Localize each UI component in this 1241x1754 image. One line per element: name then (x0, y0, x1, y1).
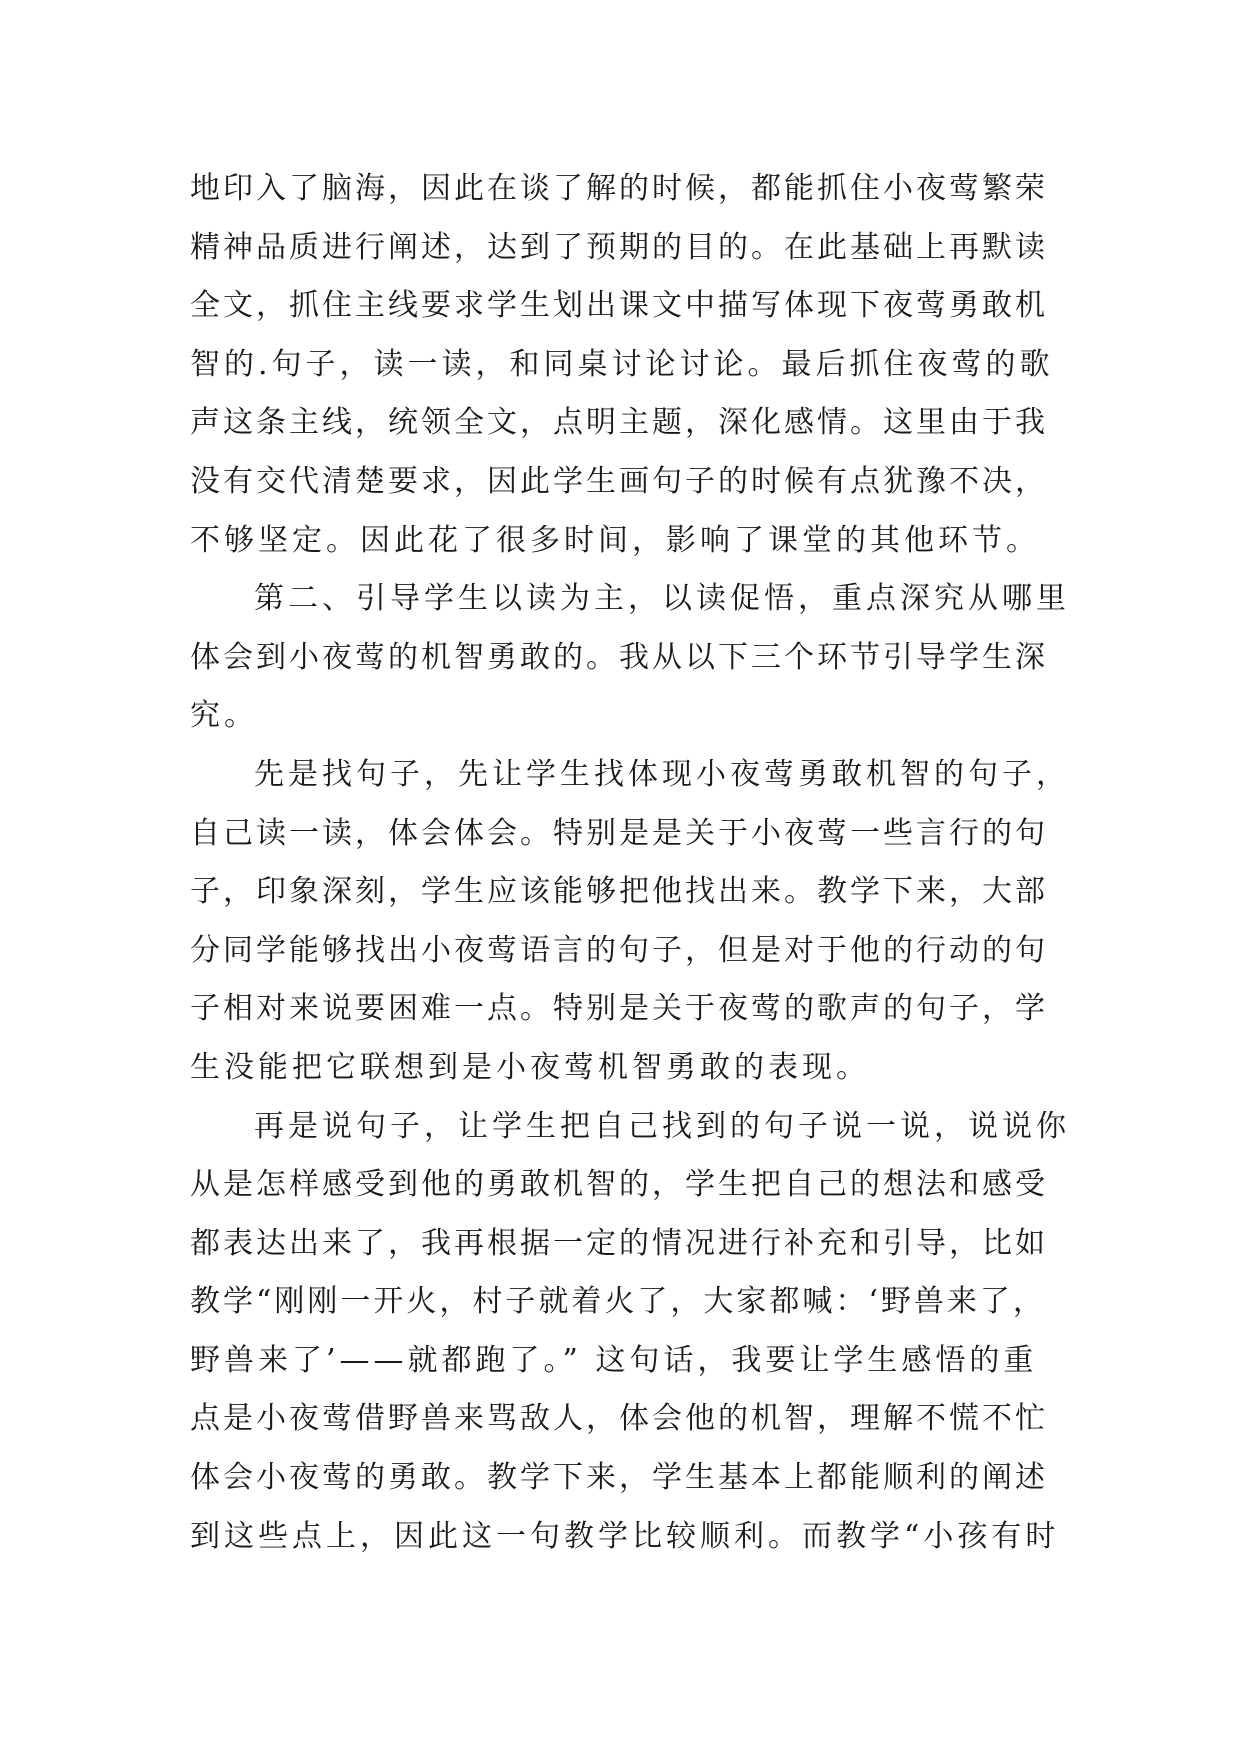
text-line: 体会小夜莺的勇敢。教学下来，学生基本上都能顺利的阐述 (190, 1460, 1048, 1496)
text-line: 从是怎样感受到他的勇敢机智的，学生把自己的想法和感受 (190, 1167, 1048, 1203)
text-line: 到这些点上，因此这一句教学比较顺利。而教学“小孩有时 (190, 1518, 1060, 1554)
text-line: 全文，抓住主线要求学生划出课文中描写体现下夜莺勇敢机 (190, 288, 1048, 324)
body-text (190, 160, 1070, 1566)
text-line: 分同学能够找出小夜莺语言的句子，但是对于他的行动的句 (190, 932, 1048, 968)
text-line: 声这条主线，统领全文，点明主题，深化感情。这里由于我 (190, 405, 1048, 441)
text-line: 都表达出来了，我再根据一定的情况进行补充和引导，比如 (190, 1225, 1048, 1261)
text-line: 不够坚定。因此花了很多时间，影响了课堂的其他环节。 (190, 522, 1040, 558)
text-line: 地印入了脑海，因此在谈了解的时候，都能抓住小夜莺繁荣 (190, 171, 1048, 206)
text-line: 子，印象深刻，学生应该能够把他找出来。教学下来，大部 (190, 874, 1048, 910)
text-line: 生没能把它联想到是小夜莺机智勇敢的表现。 (190, 1049, 870, 1085)
text-line: 究。 (190, 698, 258, 734)
text-line: 子相对来说要困难一点。特别是关于夜莺的歌声的句子，学 (190, 991, 1048, 1027)
text-line: 体会到小夜莺的机智勇敢的。我从以下三个环节引导学生深 (190, 639, 1048, 675)
text-line: 野兽来了’——就都跑了。” 这句话，我要让学生感悟的重 (190, 1342, 1038, 1378)
paragraph-first-line: 再是说句子，让学生把自己找到的句子说一说，说说你 (254, 1108, 1070, 1144)
text-line: 教学“刚刚一开火，村子就着火了，大家都喊：‘野兽来了， (190, 1284, 1046, 1320)
paragraph-first-line: 先是找句子，先让学生找体现小夜莺勇敢机智的句子， (254, 756, 1070, 792)
text-line: 没有交代清楚要求，因此学生画句子的时候有点犹豫不决， (190, 463, 1048, 499)
text-line: 自己读一读，体会体会。特别是是关于小夜莺一些言行的句 (190, 815, 1048, 851)
text-line: 智的.句子，读一读，和同桌讨论讨论。最后抓住夜莺的歌 (190, 346, 1054, 382)
text-line: 精神品质进行阐述，达到了预期的目的。在此基础上再默读 (190, 229, 1048, 265)
text-line: 点是小夜莺借野兽来骂敌人，体会他的机智，理解不慌不忙 (190, 1401, 1048, 1437)
paragraph-first-line: 第二、引导学生以读为主，以读促悟，重点深究从哪里 (254, 581, 1070, 617)
